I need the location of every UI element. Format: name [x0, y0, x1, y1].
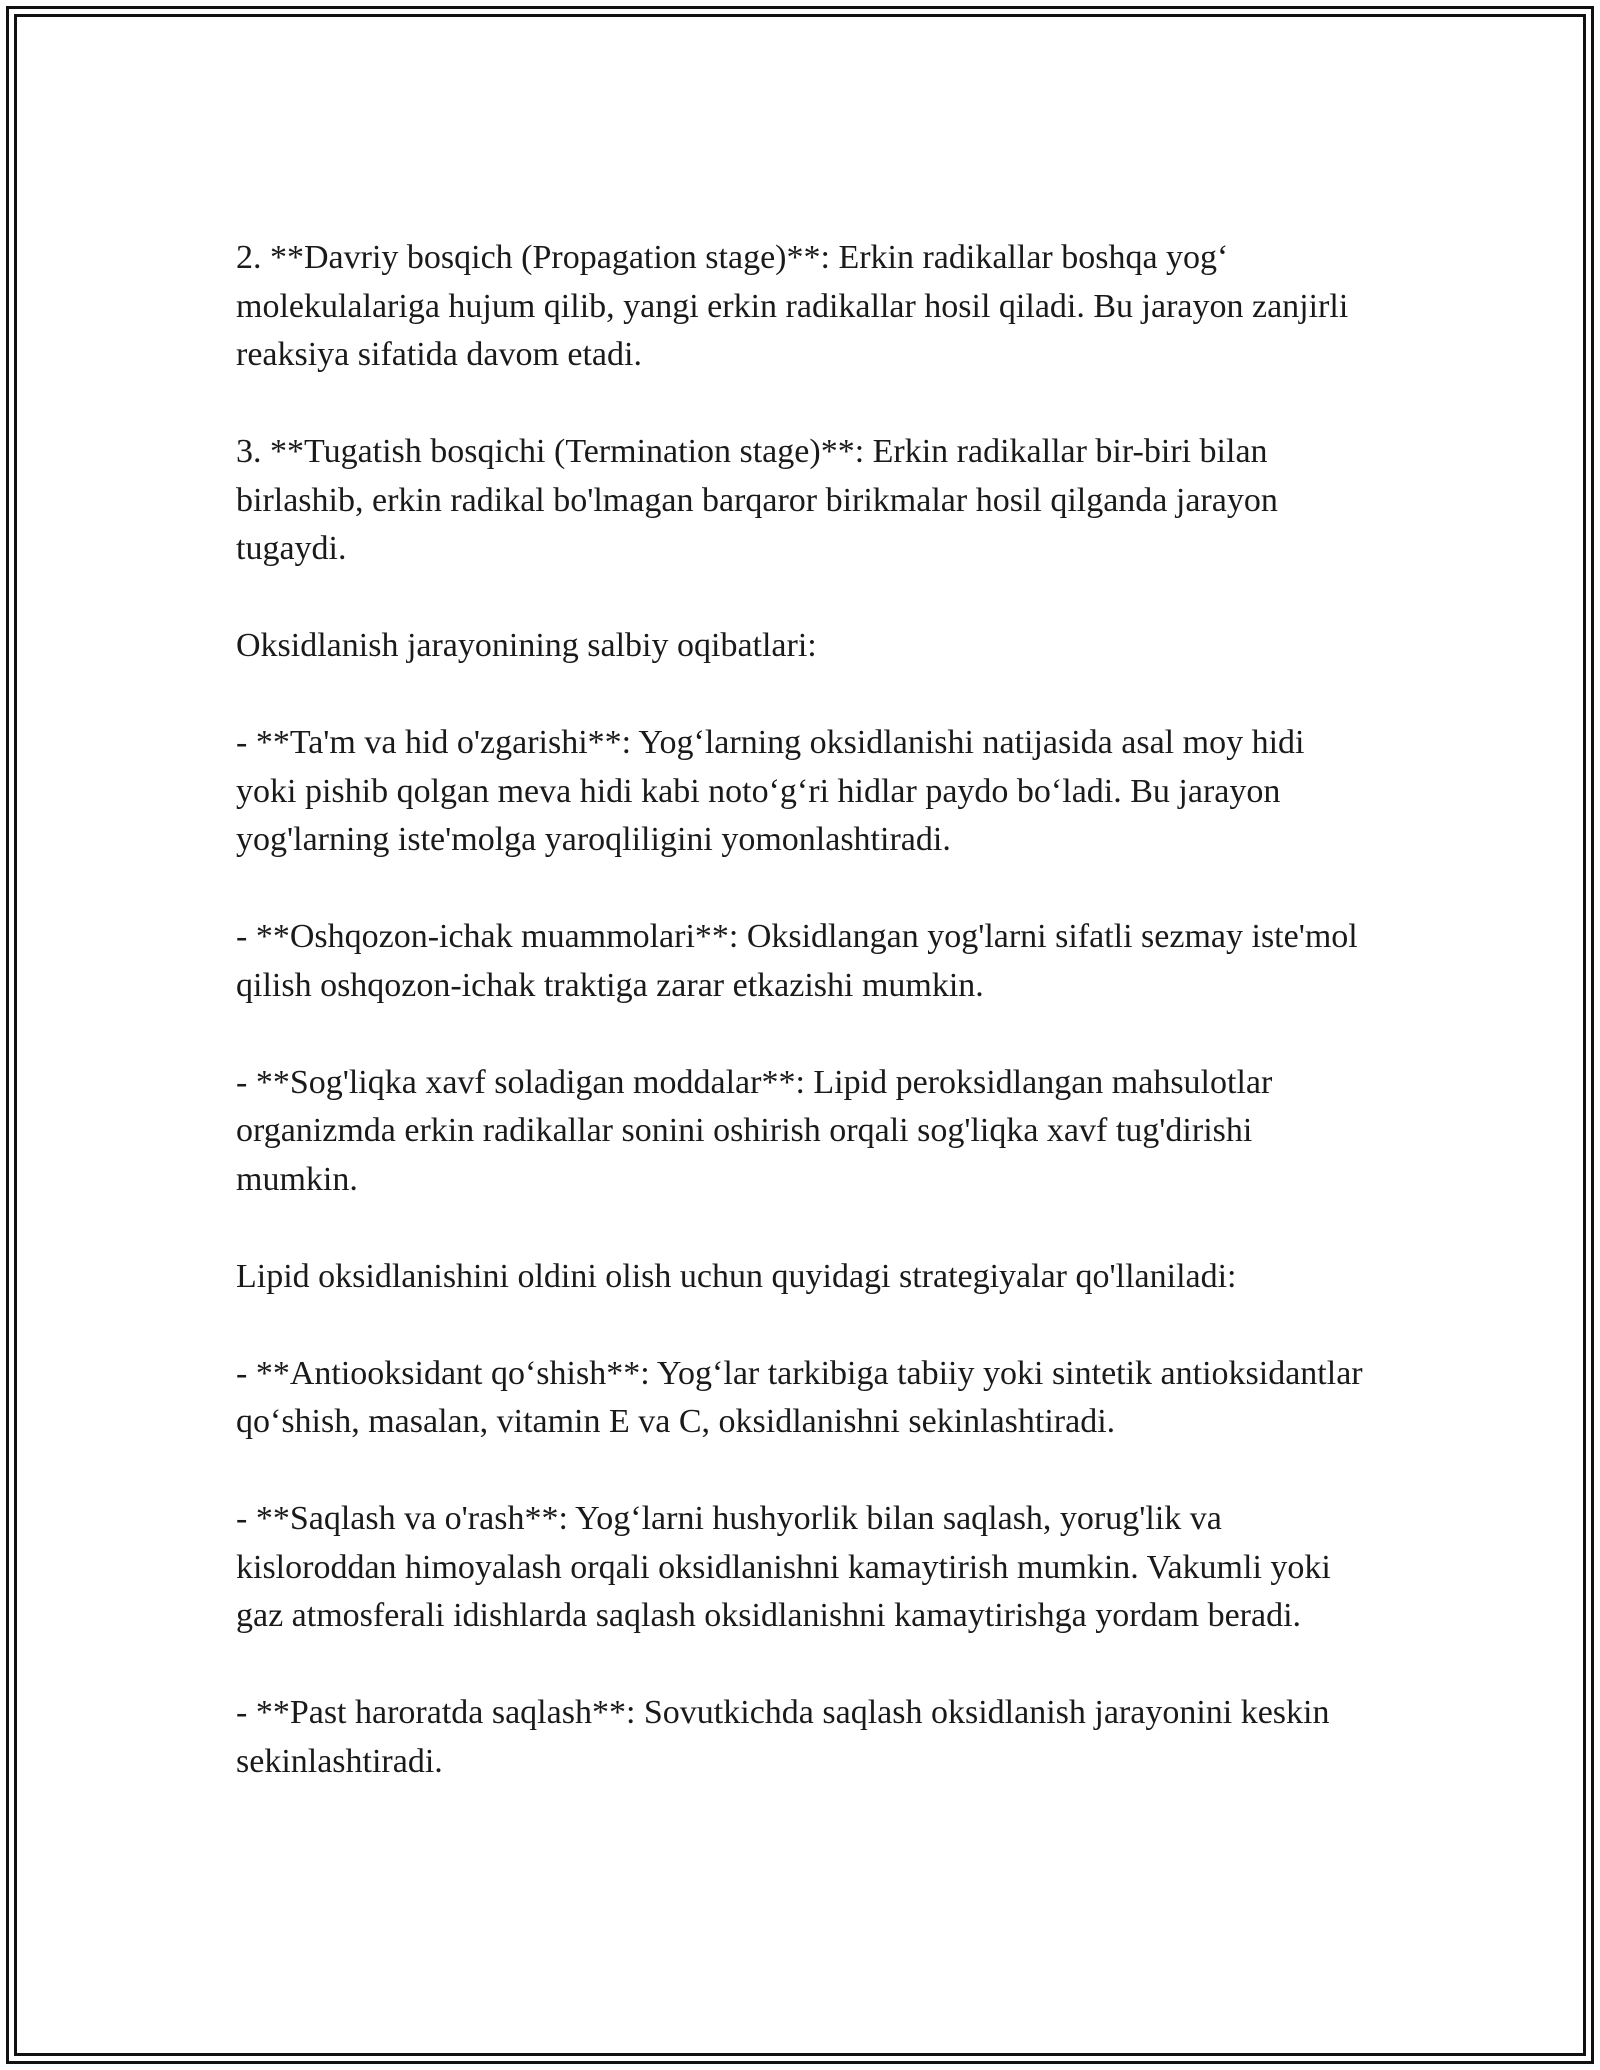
heading-prevention-strategies: Lipid oksidlanishini oldini olish uchun quyidagi strategiyalar qo'llaniladi: [236, 1257, 1237, 1295]
heading-negative-consequences: Oksidlanish jarayonining salbiy oqibatlari: [236, 627, 817, 664]
list-item-health-hazard-substances: - **Sog'liqka xavf soladigan moddalar**: Lipid peroksidlangan mahsulotlar organizmda erkin radikallar sonini oshirish orqali sog'liqka xavf tug'dirishi mumkin. [236, 1063, 1273, 1198]
list-item-low-temperature-storage: - **Past haroratda saqlash**: Sovutkichda saqlash oksidlanish jarayonini keskin sekinlashtiradi. [236, 1694, 1330, 1780]
document-body [236, 234, 1366, 1835]
paragraph-propagation-stage: 2. **Davriy bosqich (Propagation stage)**: Erkin radikallar boshqa yog‘ molekulalariga hujum qilib, yangi erkin radikallar hosil qiladi. Bu jarayon zanjirli reaksiya sifatida davom etadi. [236, 239, 1349, 373]
list-item-gastrointestinal-problems: - **Oshqozon-ichak muammolari**: Oksidlangan yog'larni sifatli sezmay iste'mol qilish oshqozon-ichak traktiga zarar etkazishi mumkin. [236, 918, 1358, 1004]
list-item-antioxidant-addition: - **Antiooksidant qo‘shish**: Yog‘lar tarkibiga tabiiy yoki sintetik antioksidantlar qo‘shish, masalan, vitamin E va C, oksidlanishni sekinlashtiradi. [236, 1354, 1363, 1440]
list-item-storage-packaging: - **Saqlash va o'rash**: Yog‘larni hushyorlik bilan saqlash, yorug'lik va kisloroddan himoyalash orqali oksidlanishni kamaytirish mumkin. Vakumli yoki gaz atmosferali idishlarda saqlash oksidlanishni kamaytirishga yordam beradi. [236, 1500, 1331, 1634]
paragraph-termination-stage: 3. **Tugatish bosqichi (Termination stage)**: Erkin radikallar bir-biri bilan birlashib, erkin radikal bo'lmagan barqaror birikmalar hosil qilganda jarayon tugaydi. [236, 433, 1278, 567]
list-item-taste-smell-change: - **Ta'm va hid o'zgarishi**: Yog‘larning oksidlanishi natijasida asal moy hidi yoki pishib qolgan meva hidi kabi noto‘g‘ri hidlar paydo bo‘ladi. Bu jarayon yog'larning iste'molga yaroqliligini yomonlashtiradi. [236, 724, 1305, 858]
